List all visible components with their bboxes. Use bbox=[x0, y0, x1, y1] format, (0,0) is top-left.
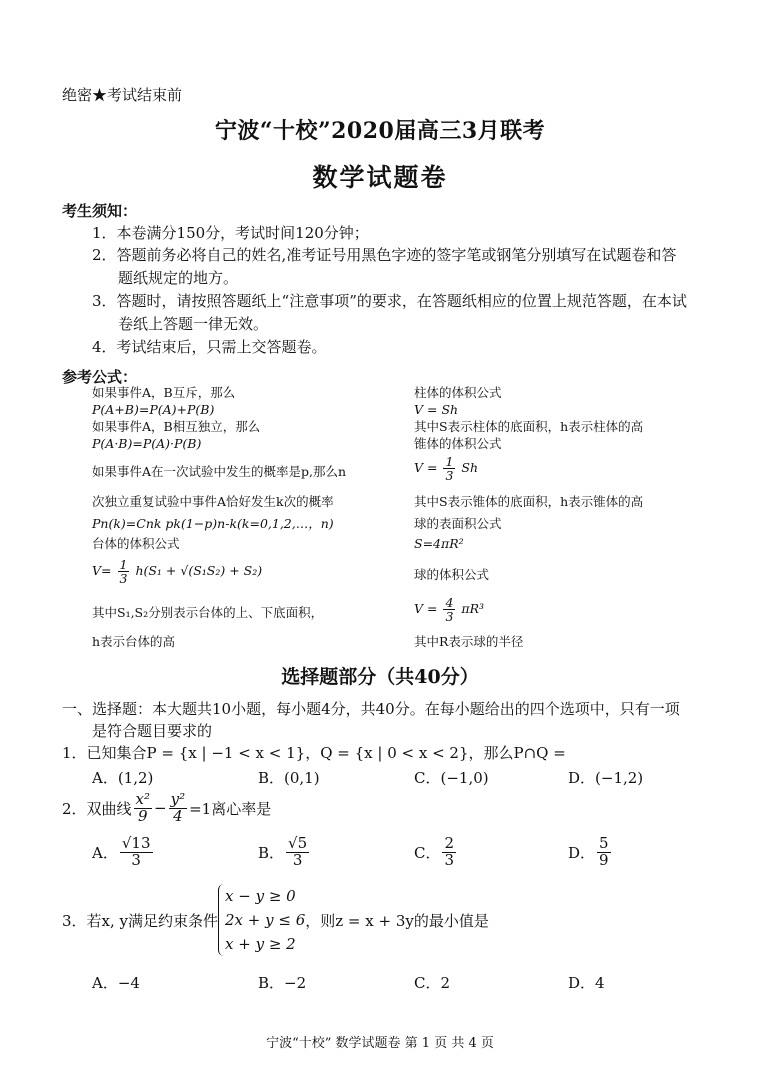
formula-cone-volume bbox=[414, 455, 478, 482]
part-instruction-cont: 是符合题目要求的 bbox=[92, 722, 213, 740]
notice-item-4: 4．考试结束后，只需上交答题卷。 bbox=[92, 338, 327, 356]
fraction-one-third bbox=[443, 455, 455, 482]
cone-v-label: V = bbox=[414, 460, 438, 476]
formula-left-1: 如果事件A，B互斥，那么 bbox=[92, 385, 236, 400]
formula-right-2: V = Sh bbox=[414, 402, 459, 417]
constraint-1: x − y ≥ 0 bbox=[225, 887, 296, 905]
fraction-denominator: 3 bbox=[292, 850, 303, 869]
fraction-numerator: x² bbox=[135, 790, 151, 808]
part-instruction: 一、选择题：本大题共10小题，每小题4分，共40分。在每小题给出的四个选项中，只有一项 bbox=[62, 700, 680, 718]
formula-left-4: P(A·B)=P(A)·P(B) bbox=[92, 436, 202, 451]
notice-item-2-cont: 题纸规定的地方。 bbox=[118, 269, 239, 287]
question-3-option-d: D．4 bbox=[568, 974, 605, 992]
frustum-expression: h(S₁ + √(S₁S₂) + S₂) bbox=[135, 563, 263, 579]
question-3-option-a: A．−4 bbox=[92, 974, 140, 992]
formula-left-6: 次独立重复试验中事件A恰好发生k次的概率 bbox=[92, 494, 334, 509]
notice-heading: 考生须知： bbox=[62, 202, 138, 220]
option-fraction bbox=[120, 836, 153, 869]
page-footer: 宁波“十校” 数学试题卷 第 1 页 共 4 页 bbox=[266, 1036, 494, 1051]
question-3-option-b: B．−2 bbox=[258, 974, 307, 992]
fraction-denominator: 3 bbox=[444, 850, 455, 869]
question-2-option-a bbox=[92, 836, 155, 869]
formula-left-11: h表示台体的高 bbox=[92, 634, 176, 649]
fraction-one-third bbox=[118, 558, 130, 585]
constraint-system bbox=[218, 884, 305, 956]
question-3-suffix: ，则z = x + 3y的最小值是 bbox=[305, 911, 489, 930]
fraction-denominator: 3 bbox=[445, 609, 454, 625]
fraction-y2-over-4 bbox=[169, 792, 188, 825]
fraction-numerator: 1 bbox=[445, 454, 454, 469]
question-2-option-d bbox=[568, 836, 613, 869]
formula-left-3: 如果事件A，B相互独立，那么 bbox=[92, 419, 261, 434]
exam-subtitle: 数学试题卷 bbox=[312, 163, 448, 192]
question-3-stem bbox=[62, 884, 489, 956]
option-letter: D． bbox=[568, 843, 596, 862]
fraction-numerator: 5 bbox=[599, 834, 609, 852]
formula-left-7: Pn(k)=Cnk pk(1−p)n-k(k=0,1,2,…，n) bbox=[92, 516, 334, 531]
formula-right-11: 其中R表示球的半径 bbox=[414, 634, 524, 649]
sphere-v-label: V = bbox=[414, 601, 438, 617]
formula-right-7: 球的表面积公式 bbox=[414, 516, 502, 531]
option-letter: B． bbox=[258, 843, 285, 862]
option-fraction bbox=[597, 836, 611, 869]
fraction-denominator: 9 bbox=[599, 850, 609, 869]
formula-frustum-volume bbox=[92, 558, 262, 585]
formula-right-9: 球的体积公式 bbox=[414, 567, 490, 582]
constraint-3: x + y ≥ 2 bbox=[225, 935, 296, 953]
fraction-numerator: √5 bbox=[288, 834, 308, 852]
formula-right-3: 其中S表示柱体的底面积，h表示柱体的高 bbox=[414, 419, 644, 434]
formula-right-4: 锥体的体积公式 bbox=[414, 436, 502, 451]
fraction-denominator: 4 bbox=[173, 806, 183, 825]
constraint-2: 2x + y ≤ 6 bbox=[225, 911, 306, 929]
fraction-numerator: √13 bbox=[121, 834, 151, 852]
exam-title: 宁波“十校”2020届高三3月联考 bbox=[214, 118, 546, 144]
fraction-denominator: 3 bbox=[119, 571, 128, 587]
question-3-option-c: C．2 bbox=[414, 974, 451, 992]
formula-sphere-volume bbox=[414, 596, 484, 623]
question-1-option-c: C．(−1,0) bbox=[414, 769, 489, 787]
notice-item-2: 2．答题前务必将自己的姓名,准考证号用黑色字迹的签字笔或钢笔分别填写在试题卷和答 bbox=[92, 246, 677, 264]
option-letter: A． bbox=[92, 843, 118, 862]
option-letter: C． bbox=[414, 843, 441, 862]
fraction-numerator: y² bbox=[170, 790, 186, 808]
formula-left-5: 如果事件A在一次试验中发生的概率是p,那么n bbox=[92, 464, 347, 479]
formula-right-1: 柱体的体积公式 bbox=[414, 385, 502, 400]
confidential-label: 绝密★考试结束前 bbox=[62, 86, 183, 104]
question-1-option-b: B．(0,1) bbox=[258, 769, 320, 787]
formula-left-8: 台体的体积公式 bbox=[92, 536, 180, 551]
question-2-suffix: =1离心率是 bbox=[189, 799, 272, 818]
fraction-denominator: 3 bbox=[131, 850, 141, 869]
question-2-option-b bbox=[258, 836, 311, 869]
minus-sign: − bbox=[154, 799, 167, 818]
notice-item-1: 1．本卷满分150分，考试时间120分钟； bbox=[92, 224, 369, 242]
cone-expression: Sh bbox=[461, 460, 479, 476]
formula-left-10: 其中S₁,S₂分别表示台体的上、下底面积， bbox=[92, 605, 324, 620]
notice-item-3: 3．答题时，请按照答题纸上“注意事项”的要求，在答题纸相应的位置上规范答题，在本试 bbox=[92, 292, 687, 310]
question-1-stem: 1．已知集合P = {x | −1 < x < 1}，Q = {x | 0 < x < 2}，那么P∩Q = bbox=[62, 744, 566, 762]
question-1-option-d: D．(−1,2) bbox=[568, 769, 644, 787]
question-2-prefix: 2．双曲线 bbox=[62, 799, 132, 818]
fraction-numerator: 4 bbox=[445, 595, 454, 610]
frustum-v-label: V= bbox=[92, 563, 112, 579]
option-fraction bbox=[442, 836, 456, 869]
formula-left-2: P(A+B)=P(A)+P(B) bbox=[92, 402, 215, 417]
question-1-option-a: A．(1,2) bbox=[92, 769, 154, 787]
fraction-denominator: 3 bbox=[445, 468, 454, 484]
fraction-denominator: 9 bbox=[138, 806, 148, 825]
formula-right-6: 其中S表示锥体的底面积，h表示锥体的高 bbox=[414, 494, 644, 509]
fraction-numerator: 2 bbox=[444, 834, 455, 852]
option-fraction bbox=[286, 836, 309, 869]
question-2-stem bbox=[62, 792, 271, 825]
sphere-expression: πR³ bbox=[461, 601, 485, 617]
question-3-prefix: 3．若x, y满足约束条件 bbox=[62, 911, 219, 930]
fraction-numerator: 1 bbox=[119, 557, 128, 572]
formula-right-8: S=4πR² bbox=[414, 536, 464, 551]
fraction-four-thirds bbox=[443, 596, 455, 623]
part-title: 选择题部分（共40分） bbox=[281, 666, 479, 688]
fraction-x2-over-9 bbox=[134, 792, 152, 825]
formulas-heading: 参考公式： bbox=[62, 368, 138, 386]
question-2-option-c bbox=[414, 836, 458, 869]
notice-item-3-cont: 卷纸上答题一律无效。 bbox=[118, 315, 269, 333]
